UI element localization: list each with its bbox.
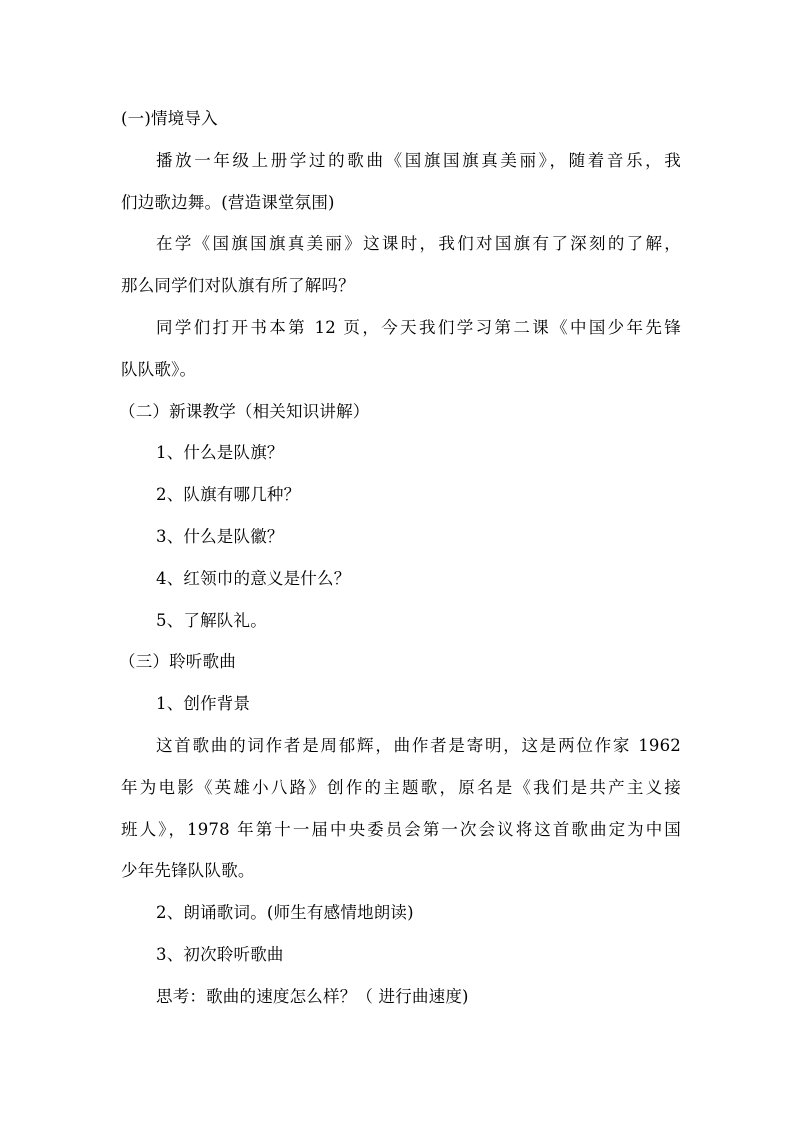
paragraph-line: 播放一年级上册学过的歌曲《国旗国旗真美丽》，随着音乐，我 xyxy=(156,150,681,170)
list-item: 3、什么是队徽？ xyxy=(156,526,284,546)
paragraph-line: 少年先锋队队歌。 xyxy=(121,861,255,881)
paragraph-line: 在学《国旗国旗真美丽》这课时，我们对国旗有了深刻的了解， xyxy=(156,234,681,254)
list-item: 1、什么是队旗？ xyxy=(156,443,284,463)
paragraph-line: 思考：歌曲的速度怎么样？（ 进行曲速度) xyxy=(156,986,469,1006)
list-item: 5、了解队礼。 xyxy=(156,610,267,630)
list-item: 1、创作背景 xyxy=(156,694,251,714)
paragraph-line: 这首歌曲的词作者是周郁辉，曲作者是寄明，这是两位作家 1962 xyxy=(156,735,681,755)
section-heading-situation-intro: (一)情境导入 xyxy=(121,109,218,128)
list-item: 3、初次聆听歌曲 xyxy=(156,944,284,964)
section-heading-listen-song: （三）聆听歌曲 xyxy=(119,652,236,672)
section-heading-new-lesson: （二）新课教学（相关知识讲解） xyxy=(119,401,370,421)
document-body xyxy=(121,98,681,1018)
list-item: 2、朗诵歌词。(师生有感情地朗读) xyxy=(156,903,414,923)
paragraph-line: 那么同学们对队旗有所了解吗？ xyxy=(121,276,355,296)
paragraph-line: 班人》，1978 年第十一届中央委员会第一次会议将这首歌曲定为中国 xyxy=(121,819,681,839)
list-item: 4、红领巾的意义是什么？ xyxy=(156,568,351,588)
paragraph-line: 同学们打开书本第 12 页，今天我们学习第二课《中国少年先锋 xyxy=(156,317,681,337)
list-item: 2、队旗有哪几种？ xyxy=(156,485,301,505)
paragraph-line: 年为电影《英雄小八路》创作的主题歌，原名是《我们是共产主义接 xyxy=(121,777,681,797)
paragraph-line: 队队歌》。 xyxy=(121,359,197,379)
paragraph-line: 们边歌边舞。(营造课堂氛围) xyxy=(121,192,335,212)
